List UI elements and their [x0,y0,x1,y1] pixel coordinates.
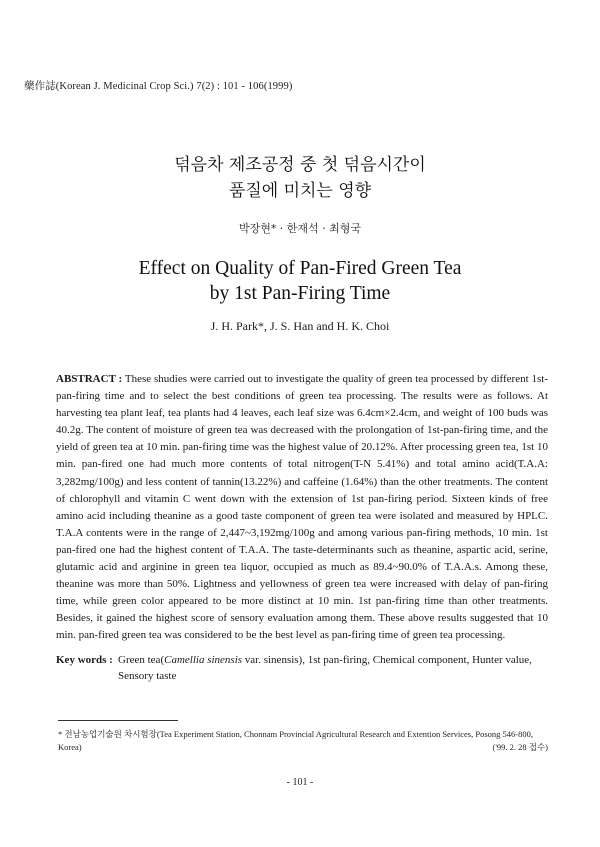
english-title-line-1: Effect on Quality of Pan-Fired Green Tea [138,258,462,279]
footnote [58,728,550,754]
keywords-label: Key words : [56,654,113,666]
abstract [56,371,548,645]
keywords-species-name: Camellia sinensis [164,654,243,666]
keywords-text-part-1: Green tea( [118,654,165,666]
english-authors: J. H. Park*, J. S. Han and H. K. Choi [210,319,390,333]
keywords-text-part-2: var. sinensis), 1st pan-firing, Chemical component, Hunter value, Sensory taste [118,654,532,682]
received-date: ('99. 2. 28 접수) [492,742,548,752]
abstract-text: These shudies were carried out to investigate the quality of green tea processed by different 1st-pan-firing time and to select the best conditions of green tea processing. The results were as follows. At harvesting tea plant leaf, tea plants had 4 leaves, each leaf size was 6.4cm×2.4cm, and weight of 100 buds was 40.2g. The content of moisture of green tea was decreased with the prolongation of 1st-pan-firing time, and the yield of green tea at 10 min. pan-firing time was the highest value of 20.12%. After processing green tea, 1st 10 min. pan-fired one had much more contents of total nitrogen(T-N 5.41%) and total amino acid(T.A.A: 3,282mg/100g) and less content of tannin(13.22%) and caffeine (1.64%) than the other treatments. The content of chlorophyll and vitamin C went down with the extension of 1st pan-firing period. Sixteen kinds of free amino acid including theanine as a good taste component of green tea were isolated and measured by HPLC. T.A.A contents were in the range of 2,447~3,192mg/100g and among various pan-firing methods, 10 min. 1st pan-fired one had the highest content of T.A.A. The taste-determinants such as theanine, aspartic acid, serine, glutamic acid and arginine in green tea liquor, occupied as much as 89.4~90.0% of T.A.A.s. Among these, theanine was more than 50%. Lightness and yellowness of green tea were increased with delay of pan-firing time, while green color appeared to be more distinct at 10 min. 1st pan-firing time than other treatments. Besides, it gained the highest score of sensory evaluation among them. These above results suggested that 10 min. pan-fired green tea was considered to be the best level as pan-firing time of green tea processing. [56,373,548,642]
korean-title-line-2: 품질에 미치는 영향 [228,181,372,201]
keywords-text [118,652,548,684]
keywords [56,652,548,684]
page-number: - 101 - [286,777,314,788]
footnote-divider [58,720,178,721]
korean-title-line-1: 덖음차 제조공정 중 첫 덖음시간이 [174,155,426,175]
abstract-label: ABSTRACT : [56,373,123,385]
english-title-line-2: by 1st Pan-Firing Time [209,283,391,304]
footnote-affiliation: * 전남농업기술원 차시험장(Tea Experiment Station, Chonnam Provincial Agricultural Research and Extention Services, Posong 546-800, Korea) [58,729,533,752]
journal-citation: 藥作誌(Korean J. Medicinal Crop Sci.) 7(2) : 101 - 106(1999) [24,81,293,92]
korean-authors: 박장현* · 한재석 · 최형국 [238,222,362,235]
